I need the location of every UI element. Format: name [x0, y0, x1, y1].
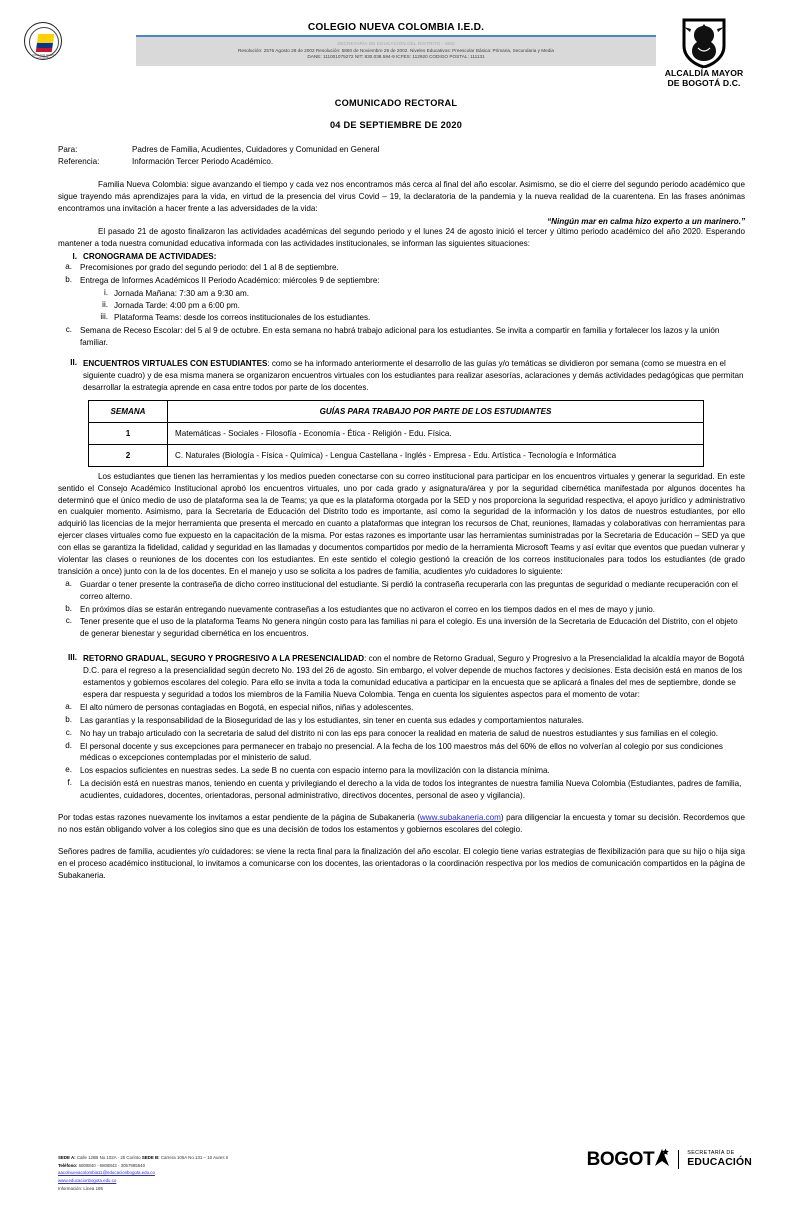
- item-text: Las garantías y la responsabilidad de la Bioseguridad de las y los estudiantes, sin tener en cuenta sus edades y comportamientos naturales.: [80, 715, 584, 725]
- teams-paragraph: Los estudiantes que tienen las herramientas y los medios pueden conectarse con su correo institucional para participar en los encuentros virtuales y generar la seguridad. En este sentido el Consejo Académico Institucional aprobó los encuentros virtuales, uno por cada grado y asignatura/área y por la seguridad cibernética manifestada por algunos docentes ha determinó que el único medio de uso de plataforma sea la de Teams; ya que es la plataforma otorgada por la SED y nos proporciona la seguridad respectiva, el apoyo jurídico y administrativo en cualquier momento. Asimismo, para la Secretaria de Educación del Distrito todo es importante, así como la seguridad de la información y los datos de nuestros estudiantes, por ello adquirió las licencias de la mejor herramienta que presenta el mercado en cuanto a plataformas que integran los recursos de Chat, reuniones, llamadas y colaborativas con herramientas para ejercer clases virtuales como fue expuesto en la capacitación de la misma. Por estas razones es importante usar las herramientas suministradas por la Secretaria de Educación – SED ya que con ellas se garantiza la fidelidad, calidad y seguridad en las llamadas y documentos compartidos por medio de la herramienta Microsoft Teams y así evitar que eventos que puedan vulnerar y violentar las clases o reuniones de los docentes con los estudiantes. En este sentido el colegio gestionó la creación de los correos institucionales para todos los estudiantes (de grado transición a once) junto con la de los docentes. En el manejo y uso se solicita a los padres de familia, acudientes y/o cuidadores lo siguiente:: [58, 471, 745, 576]
- bogota-shield-icon: [644, 18, 764, 68]
- recipient-row: [58, 144, 745, 156]
- item-marker: b.: [65, 603, 72, 613]
- closing-paragraph-2: Señores padres de familia, acudientes y/o cuidadores: se viene la recta final para la finalización del año escolar. El colegio tiene varias estrategias de flexibilización para que su hijo o hija siga en el proceso académico institucional, lo invitamos a comunicarse con los docentes, las orientadoras o la coordinación respectiva por los medios de comunicación compartidos en la página de Subakaneria.: [58, 846, 745, 880]
- list-item: [58, 262, 745, 274]
- footer-website-link[interactable]: www.educacionbogota.edu.co: [58, 1178, 117, 1184]
- school-seal-inner: [29, 27, 59, 57]
- item-text: Tener presente que el uso de la plataforma Teams No genera ningún costo para las familias ni para el colegio. Es una inversión de la Secretaria de Educación del Distrito, con el objeto de generar bienestar y seguridad cibernética en los encuentros.: [80, 617, 738, 639]
- table-header-row: [89, 400, 704, 422]
- footer-email-link[interactable]: aacolnuevacolombia11@educacionbogota.edu.co: [58, 1170, 155, 1176]
- list-item: [58, 579, 745, 603]
- bogota-wordmark-text: BOGOT: [586, 1149, 655, 1170]
- secretaria-educacion-text: [678, 1150, 752, 1168]
- item-marker: f.: [67, 778, 72, 788]
- section-item-encuentros: [58, 358, 745, 394]
- section-heading-1: CRONOGRAMA DE ACTIVIDADES:: [83, 252, 217, 262]
- recipient-value: Padres de Familia, Acudientes, Cuidadores y Comunidad en General: [132, 145, 380, 154]
- section-text-2: : como se ha informado anteriormente el desarrollo de las guías y/o temáticas se dividieron por semana (como se muestra en el siguiente cuadro) y de esa misma manera se organizaron encuentros virtuales con los estudiantes para realizar asesorías, aclaraciones y demás actividades pedagógicas que permitan desarrollar la estrategia aprende en casa entre todos por parte de los docentes.: [83, 359, 744, 392]
- list-item: [58, 604, 745, 616]
- footer-phone-line: [58, 1162, 228, 1170]
- closing-paragraph-1: [58, 812, 745, 836]
- sede-b-label: SEDE B:: [141, 1155, 160, 1160]
- closing-text-before-link: Por todas estas razones nuevamente los invitamos a estar pendiente de la página de Subakaneria (: [58, 812, 420, 822]
- item-marker: b.: [65, 275, 72, 285]
- list-item: [58, 275, 745, 287]
- section-body-2-wrap: [83, 359, 743, 392]
- item-text: No hay un trabajo articulado con la secretaria de salud del distrito ni con las eps para conocer la realidad en materia de salud de nuestros estudiantes y sus familias en el colegio.: [80, 728, 718, 738]
- secretaria-line-2: EDUCACIÓN: [687, 1156, 752, 1168]
- bogota-wordmark: [587, 1150, 671, 1169]
- voting-aspects-list: [58, 702, 745, 802]
- recipient-label: Para:: [58, 145, 78, 154]
- footer-email-line: [58, 1169, 228, 1177]
- sede-a-label: SEDE A:: [58, 1155, 76, 1160]
- list-item: [58, 778, 745, 802]
- item-marker: a.: [65, 578, 72, 588]
- item-text: Precomisiones por grado del segundo periodo: del 1 al 8 de septiembre.: [80, 263, 339, 273]
- resolution-line: Resolución: 2576 Agosto 28 de 2002 Resolución: 5860 de Noviembre 29 de 2002. Niveles Educativos: Preescolar Básica: Primaria, Secundaria y Media: [237, 47, 555, 53]
- cronograma-item-c: [58, 325, 745, 349]
- footer-contact-block: [58, 1154, 228, 1193]
- item-text: Entrega de Informes Académicos II Periodo Académico: miércoles 9 de septiembre:: [80, 276, 380, 286]
- document-body: [0, 144, 792, 881]
- header-info-box: [136, 35, 656, 66]
- list-item: [94, 288, 745, 300]
- table-cell-guides: Matemáticas - Sociales - Filosofía - Economía - Ética - Religión - Edu. Física.: [168, 422, 704, 444]
- table-header-semana: SEMANA: [89, 400, 168, 422]
- quote-text: “Ningún mar en calma hizo experto a un marinero.”: [547, 216, 745, 226]
- section-item-retorno: [58, 653, 745, 701]
- item-marker: d.: [65, 740, 72, 750]
- item-marker: e.: [65, 765, 72, 775]
- list-item: [58, 325, 745, 349]
- section-marker-1: I.: [72, 252, 77, 262]
- footer-sede-line: [58, 1154, 228, 1162]
- item-text: Guardar o tener presente la contraseña de dicho correo institucional del estudiante. Si perdió la contraseña recuperarla con las preguntas de seguridad o mediante recuperación con el correo alterno.: [80, 579, 738, 601]
- list-item: [58, 741, 745, 765]
- phone-value: 6808840 - 6808843 - 3057985540: [77, 1162, 146, 1168]
- school-seal: [24, 22, 62, 60]
- codes-line: DANE: 111001075272 NIT: 830.038.594-9 ICFES: 112920 CODIGO POSTAL: 111131: [307, 54, 485, 60]
- cronograma-items: [58, 262, 745, 287]
- item-text: Jornada Mañana: 7:30 am a 9:30 am.: [114, 288, 249, 298]
- item-marker: c.: [65, 325, 72, 335]
- intro-paragraph-2: El pasado 21 de agosto finalizaron las actividades académicas del segundo periodo y el lunes 24 de agosto inició el tercer y último periodo académico del año 2020. Esperando mantener a toda nuestra comunidad educativa informada con las actividades institucionales, se informan las siguientes situaciones:: [58, 226, 745, 248]
- table-cell-week: 1: [89, 422, 168, 444]
- list-item: [94, 312, 745, 324]
- item-marker: c.: [65, 727, 72, 737]
- alcaldia-line-1: ALCALDÍA MAYOR: [664, 68, 744, 78]
- section-marker-3: III.: [68, 653, 77, 663]
- alcaldia-line-2: DE BOGOTÁ D.C.: [667, 77, 741, 88]
- guias-table: [88, 400, 704, 467]
- list-item: [58, 765, 745, 777]
- table-cell-week: 2: [89, 444, 168, 466]
- section-body-3-wrap: [83, 654, 744, 699]
- section-text-3: : con el nombre de Retorno Gradual, Seguro y Progresivo a la Presencialidad la alcaldía mayor de Bogotá D.C. para el regreso a la presencialidad según decreto No. 193 del 26 de agosto. Sin embargo, el volver depende de muchos factores y decisiones. Esta decisión está en manos de los estamentos y gobiernos escolares del colegio. Para ello se invita a toda la comunidad educativa a participar en la encuesta que se aplicará a finales del mes de septiembre, donde se espera dar respuesta y seguridad a todos los miembros de la Familia Nueva Colombia. Tenga en cuenta los siguientes aspectos para el momento de votar:: [83, 654, 745, 699]
- subakaneria-link[interactable]: www.subakaneria.com: [419, 812, 501, 822]
- recipient-block: [58, 144, 745, 168]
- school-crest-logo: [24, 22, 64, 64]
- item-marker: iii.: [100, 312, 108, 322]
- item-text: El alto número de personas contagiadas en Bogotá, en especial niños, niñas y adolescentes.: [80, 702, 414, 712]
- item-text: Semana de Receso Escolar: del 5 al 9 de octubre. En esta semana no habrá trabajo adicional para los estudiantes. Se invita a compartir en familia y fortalecer los lazos y la unión familiar.: [80, 326, 720, 348]
- list-item: [58, 715, 745, 727]
- item-text: Plataforma Teams: desde los correos institucionales de los estudiantes.: [114, 313, 371, 323]
- sed-line: SECRETARÍA DE EDUCACIÓN DEL DISTRITO - SED: [337, 41, 455, 46]
- item-marker: ii.: [102, 300, 108, 310]
- list-item: [58, 702, 745, 714]
- document-footer: [0, 1146, 792, 1224]
- reference-value: Información Tercer Periodo Académico.: [132, 156, 274, 166]
- document-title: COMUNICADO RECTORAL: [334, 98, 458, 108]
- table-header-guias: GUÍAS PARA TRABAJO POR PARTE DE LOS ESTUDIANTES: [168, 400, 704, 422]
- section-heading-3: RETORNO GRADUAL, SEGURO Y PROGRESIVO A LA PRESENCIALIDAD: [83, 654, 365, 664]
- list-item: [58, 616, 745, 640]
- section-list-3: [58, 653, 745, 701]
- section-marker-2: II.: [70, 358, 77, 368]
- phone-label: Teléfono:: [58, 1162, 78, 1168]
- item-marker: a.: [65, 262, 72, 272]
- list-item: [94, 300, 745, 312]
- document-header: [0, 0, 792, 92]
- document-date: 04 DE SEPTIEMBRE DE 2020: [329, 120, 463, 130]
- item-marker: a.: [65, 701, 72, 711]
- alcaldia-text: [644, 69, 764, 88]
- section-list-1: [58, 252, 745, 261]
- item-text: El personal docente y sus excepciones para permanecer en trabajo no presencial. A la fecha de los 100 maestros más del 60% de ellos no volverían al colegio por sus condiciones médicas o excepciones contempladas por el ministerio de salud.: [80, 741, 723, 763]
- item-marker: i.: [103, 287, 108, 297]
- bogota-secretaria-logo: [587, 1150, 752, 1169]
- school-seal-caption: COLEGIO NUEVA COLOMBIA: [32, 54, 56, 60]
- list-item: [58, 728, 745, 740]
- school-name: COLEGIO NUEVA COLOMBIA I.E.D.: [307, 22, 485, 33]
- table-cell-guides: C. Naturales (Biología - Física - Química) - Lengua Castellana - Inglés - Empresa - Edu. Artística - Tecnología e Informática: [168, 444, 704, 466]
- intro-paragraph-1: Familia Nueva Colombia: sigue avanzando el tiempo y cada vez nos encontramos más cerca al final del año escolar. Asimismo, se dio el cierre del segundo periodo académico que sigue trayendo más aprendizajes para la vida, en virtud de la presencia del virus Covid – 19, la declaratoria de la pandemia y la nueva realidad de la cuarentena. En las frases anónimas encontramos una invitación a hacer frente a las adversidades de la vida:: [58, 179, 745, 213]
- table-row: [89, 422, 704, 444]
- sede-a-value: Calle 128B No.102A - 25 Corinto: [75, 1155, 142, 1160]
- item-marker: b.: [65, 714, 72, 724]
- alcaldia-logo-block: [644, 18, 764, 88]
- item-text: Los espacios suficientes en nuestras sedes. La sede B no cuenta con espacio interno para la movilización con la distancia mínima.: [80, 766, 550, 776]
- password-items-list: [58, 579, 745, 640]
- section-heading-2: ENCUENTROS VIRTUALES CON ESTUDIANTES: [83, 359, 268, 369]
- section-list-2: [58, 358, 745, 394]
- item-text: La decisión está en nuestras manos, teniendo en cuenta y privilegiando el derecho a la vida de todos los integrantes de nuestra familia Nueva Colombia (Estudiantes, padres de familia, acudientes, cuidadores, docentes, orientadoras, personal administrativo, directivos docentes, personal de aseo y vigilancia).: [80, 779, 742, 801]
- sede-b-value: Carrera 105A No.131 – 10 Aures II: [159, 1155, 229, 1160]
- table-row: [89, 444, 704, 466]
- reference-label: Referencia:: [58, 156, 100, 166]
- secretaria-line-1: SECRETARÍA DE: [687, 1150, 735, 1157]
- closing-text-after-link: ) para diligenciar la encuesta y tomar su decisión. Recordemos que no nos están obligando volver a los colegios sino que es una decisión de todos los estamentos y gobiernos escolares del colegio.: [58, 812, 746, 834]
- colombia-flag-icon: [36, 34, 55, 52]
- reference-row: [58, 156, 745, 168]
- cronograma-subitems: [58, 288, 745, 325]
- section-item-cronograma: [58, 252, 745, 261]
- item-text: En próximos días se estarán entregando nuevamente contraseñas a los estudiantes que no activaron el correo en los tiempos dados en el mes de mayo y junio.: [80, 604, 655, 614]
- item-text: Jornada Tarde: 4:00 pm a 6:00 pm.: [114, 301, 240, 311]
- footer-website-line: [58, 1177, 228, 1185]
- footer-info-line: Información: Línea 195: [58, 1185, 103, 1191]
- item-marker: c.: [65, 616, 72, 626]
- header-center-block: [136, 22, 656, 66]
